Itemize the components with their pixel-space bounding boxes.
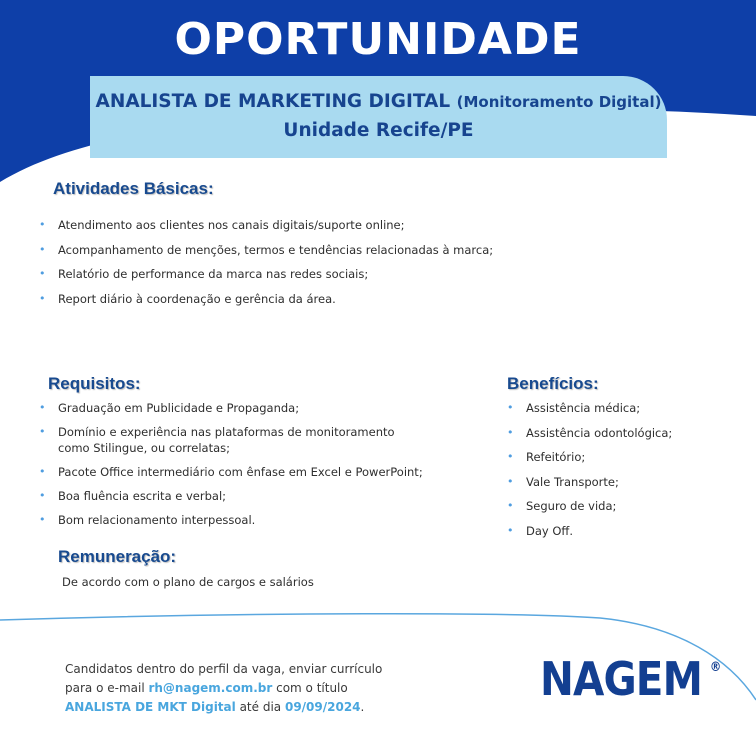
- instructions-line-2: para o e-mail rh@nagem.com.br com o título: [65, 681, 348, 695]
- remuneracao-text: De acordo com o plano de cargos e salários: [62, 575, 314, 589]
- section-title-atividades: Atividades Básicas:: [53, 179, 214, 198]
- job-subtitle: (Monitoramento Digital): [456, 93, 662, 111]
- application-instructions: [65, 660, 485, 717]
- list-item: • Graduação em Publicidade e Propaganda;: [39, 400, 423, 416]
- list-item: • Boa fluência escrita e verbal;: [39, 488, 423, 504]
- section-title-beneficios: Benefícios:: [507, 374, 599, 393]
- deadline-date: 09/09/2024: [284, 700, 361, 714]
- list-item: • Assistência médica;: [507, 400, 672, 425]
- email-link[interactable]: rh@nagem.com.br: [148, 681, 273, 695]
- beneficios-list: [507, 400, 672, 547]
- nagem-logo: NAGEM ®: [540, 652, 722, 706]
- list-item: • Refeitório;: [507, 449, 672, 474]
- instructions-line-1: Candidatos dentro do perfil da vaga, enviar currículo: [65, 662, 383, 676]
- job-title-line: [90, 90, 667, 114]
- section-title-remuneracao: Remuneração:: [58, 547, 177, 566]
- list-item: • Day Off.: [507, 523, 672, 548]
- list-item: • Relatório de performance da marca nas redes sociais;: [39, 266, 493, 291]
- list-item: • Seguro de vida;: [507, 498, 672, 523]
- job-title: ANALISTA DE MARKETING DIGITAL: [95, 91, 451, 112]
- atividades-list: [39, 217, 493, 315]
- list-item: • Report diário à coordenação e gerência da área.: [39, 291, 493, 316]
- list-item: • Pacote Office intermediário com ênfase em Excel e PowerPoint;: [39, 464, 423, 480]
- list-item: • Bom relacionamento interpessoal.: [39, 512, 423, 528]
- list-item: • Acompanhamento de menções, termos e tendências relacionadas à marca;: [39, 242, 493, 267]
- headline: OPORTUNIDADE: [174, 14, 582, 65]
- job-location: Unidade Recife/PE: [283, 120, 474, 141]
- requisitos-list: [39, 400, 423, 536]
- email-subject: ANALISTA DE MKT Digital: [65, 700, 236, 714]
- list-item: • Atendimento aos clientes nos canais digitais/suporte online;: [39, 217, 493, 242]
- section-title-requisitos: Requisitos:: [48, 374, 141, 393]
- instructions-line-3: ANALISTA DE MKT Digital até dia 09/09/2024.: [65, 700, 365, 714]
- list-item: • Assistência odontológica;: [507, 425, 672, 450]
- list-item: • Domínio e experiência nas plataformas de monitoramento como Stilingue, ou correlatas;: [39, 424, 423, 456]
- job-title-box: [90, 76, 667, 158]
- list-item: • Vale Transporte;: [507, 474, 672, 499]
- registered-mark: ®: [709, 660, 722, 675]
